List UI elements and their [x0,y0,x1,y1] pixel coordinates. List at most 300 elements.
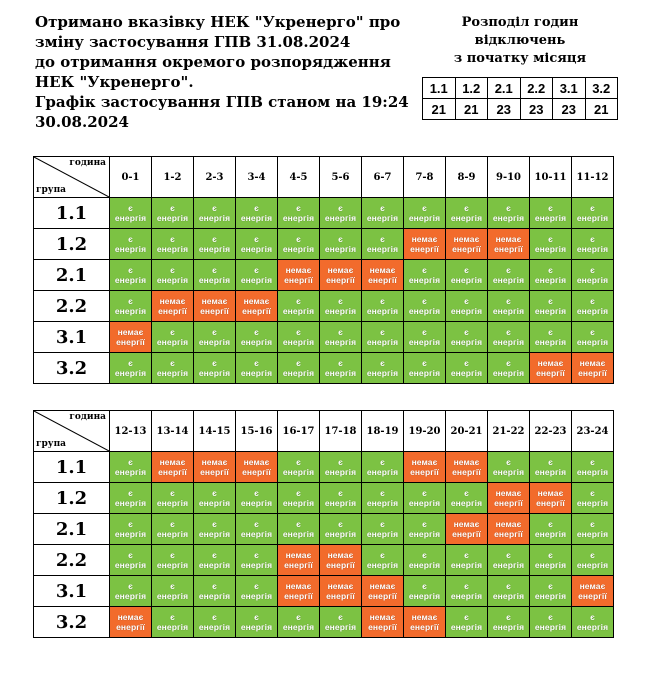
power-on-cell [152,260,194,291]
power-on-cell [152,576,194,607]
cell-status-line: енергія [198,213,231,223]
cell-status-line: енергія [366,306,399,316]
cell-status-line: енергія [366,467,399,477]
power-on-cell [488,576,530,607]
cell-status-line: є [548,519,553,529]
group-label: 2.2 [34,291,110,322]
hour-axis-label: година [69,412,106,422]
power-off-cell [320,545,362,576]
cell-status-line: є [464,203,469,213]
cell-status-line: є [128,265,133,275]
cell-status-line: є [296,519,301,529]
power-off-cell [362,260,404,291]
power-off-cell [320,576,362,607]
cell-status-line: енергії [452,467,481,477]
group-label: 3.2 [34,353,110,384]
cell-status-line: енергія [576,244,609,254]
group-row [34,607,614,638]
power-off-cell [404,452,446,483]
power-on-cell [446,260,488,291]
power-on-cell [446,607,488,638]
hour-header-row [34,411,614,452]
group-row [34,452,614,483]
cell-status-line: є [590,488,595,498]
power-on-cell [572,545,614,576]
cell-status-line: енергія [240,529,273,539]
group-label: 3.1 [34,322,110,353]
cell-status-line: енергія [576,529,609,539]
summary-group: 3.2 [585,78,618,99]
power-on-cell [236,607,278,638]
hour-column-header: 16-17 [278,411,320,452]
cell-status-line: є [464,358,469,368]
cell-status-line: енергія [282,213,315,223]
announcement-line: до отримання окремого розпорядження [35,53,391,71]
power-on-cell [362,483,404,514]
cell-status-line: немає [453,234,480,244]
group-row [34,229,614,260]
cell-status-line: є [506,203,511,213]
cell-status-line: є [128,488,133,498]
power-on-cell [320,353,362,384]
cell-status-line: енергія [114,244,147,254]
announcement-text [35,12,409,132]
announcement-line: Отримано вказівку НЕК "Укренерго" про [35,13,401,31]
power-on-cell [152,229,194,260]
power-on-cell [488,291,530,322]
cell-status-line: енергії [452,529,481,539]
cell-status-line: немає [117,612,144,622]
group-label: 1.1 [34,198,110,229]
cell-status-line: немає [537,488,564,498]
cell-status-line: є [296,234,301,244]
cell-status-line: енергія [366,337,399,347]
power-on-cell [530,514,572,545]
power-on-cell [320,291,362,322]
cell-status-line: немає [327,265,354,275]
cell-status-line: є [380,488,385,498]
cell-status-line: є [128,457,133,467]
cell-status-line: немає [369,581,396,591]
summary-group: 2.1 [488,78,521,99]
cell-status-line: енергія [492,337,525,347]
power-on-cell [530,229,572,260]
cell-status-line: немає [495,488,522,498]
cell-status-line: енергія [534,529,567,539]
cell-status-line: немає [579,358,606,368]
power-on-cell [362,229,404,260]
power-on-cell [194,514,236,545]
announcement-line: зміну застосування ГПВ 31.08.2024 [35,33,351,51]
power-on-cell [446,291,488,322]
cell-status-line: є [254,488,259,498]
cell-status-line: є [338,203,343,213]
cell-status-line: є [212,612,217,622]
hour-column-header: 6-7 [362,157,404,198]
cell-status-line: є [338,488,343,498]
power-off-cell [488,229,530,260]
cell-status-line: є [506,550,511,560]
cell-status-line: енергія [324,368,357,378]
power-on-cell [320,514,362,545]
power-off-cell [488,483,530,514]
cell-status-line: енергія [240,275,273,285]
power-on-cell [110,514,152,545]
cell-status-line: енергія [492,467,525,477]
cell-status-line: є [128,296,133,306]
power-on-cell [236,545,278,576]
cell-status-line: є [338,234,343,244]
cell-status-line: є [296,296,301,306]
power-on-cell [152,545,194,576]
cell-status-line: енергія [492,591,525,601]
cell-status-line: немає [411,457,438,467]
cell-status-line: є [212,327,217,337]
cell-status-line: є [212,234,217,244]
power-on-cell [362,452,404,483]
cell-status-line: енергія [324,306,357,316]
cell-status-line: є [128,519,133,529]
power-off-cell [446,514,488,545]
summary-hours: 21 [423,99,456,120]
cell-status-line: енергія [408,529,441,539]
cell-status-line: енергія [282,244,315,254]
power-on-cell [152,353,194,384]
group-label: 1.2 [34,483,110,514]
cell-status-line: є [506,581,511,591]
cell-status-line: енергія [366,560,399,570]
cell-status-line: є [128,550,133,560]
cell-status-line: енергії [368,591,397,601]
power-on-cell [320,322,362,353]
cell-status-line: є [380,234,385,244]
cell-status-line: енергія [156,591,189,601]
summary-groups-row [423,78,618,99]
hour-column-header: 4-5 [278,157,320,198]
announcement-line: 30.08.2024 [35,113,129,131]
summary-table [422,77,618,120]
cell-status-line: є [128,203,133,213]
cell-status-line: є [548,327,553,337]
power-on-cell [572,260,614,291]
power-on-cell [572,452,614,483]
cell-status-line: енергія [282,498,315,508]
power-on-cell [194,198,236,229]
power-on-cell [320,198,362,229]
cell-status-line: енергії [284,275,313,285]
cell-status-line: енергія [576,337,609,347]
power-off-cell [362,607,404,638]
cell-status-line: немає [537,358,564,368]
hour-column-header: 9-10 [488,157,530,198]
cell-status-line: немає [285,265,312,275]
cell-status-line: енергії [410,622,439,632]
cell-status-line: є [548,581,553,591]
cell-status-line: є [170,203,175,213]
cell-status-line: енергія [534,275,567,285]
power-on-cell [110,260,152,291]
cell-status-line: є [422,296,427,306]
cell-status-line: енергія [282,337,315,347]
cell-status-line: енергії [200,306,229,316]
cell-status-line: енергія [408,498,441,508]
power-on-cell [194,353,236,384]
power-on-cell [404,291,446,322]
hour-column-header: 8-9 [446,157,488,198]
power-on-cell [488,545,530,576]
power-on-cell [278,291,320,322]
cell-status-line: немає [285,550,312,560]
cell-status-line: енергія [240,498,273,508]
power-on-cell [362,322,404,353]
cell-status-line: енергії [158,467,187,477]
cell-status-line: енергія [450,622,483,632]
summary-hours: 23 [520,99,553,120]
power-on-cell [110,545,152,576]
cell-status-line: енергії [578,368,607,378]
power-on-cell [194,545,236,576]
power-off-cell [446,229,488,260]
cell-status-line: енергії [326,275,355,285]
power-off-cell [278,545,320,576]
cell-status-line: є [590,550,595,560]
cell-status-line: енергія [198,244,231,254]
cell-status-line: немає [369,265,396,275]
cell-status-line: енергії [410,244,439,254]
power-on-cell [152,607,194,638]
cell-status-line: є [380,327,385,337]
power-on-cell [362,291,404,322]
cell-status-line: енергія [576,467,609,477]
power-on-cell [488,198,530,229]
power-on-cell [236,229,278,260]
cell-status-line: немає [579,581,606,591]
power-on-cell [278,514,320,545]
power-on-cell [194,322,236,353]
cell-status-line: є [506,296,511,306]
power-on-cell [236,198,278,229]
power-on-cell [320,452,362,483]
cell-status-line: енергія [534,213,567,223]
power-on-cell [194,607,236,638]
cell-status-line: енергії [326,560,355,570]
cell-status-line: немає [495,519,522,529]
cell-status-line: енергії [242,467,271,477]
cell-status-line: є [296,358,301,368]
cell-status-line: енергія [198,591,231,601]
group-row [34,198,614,229]
power-off-cell [152,452,194,483]
cell-status-line: енергія [198,275,231,285]
cell-status-line: є [422,265,427,275]
cell-status-line: енергія [282,306,315,316]
cell-status-line: немає [201,457,228,467]
power-on-cell [404,576,446,607]
power-on-cell [446,545,488,576]
power-on-cell [362,198,404,229]
hour-column-header: 14-15 [194,411,236,452]
cell-status-line: енергія [324,467,357,477]
cell-status-line: немає [243,457,270,467]
power-on-cell [110,353,152,384]
cell-status-line: немає [411,612,438,622]
cell-status-line: енергія [240,368,273,378]
summary-hours: 23 [488,99,521,120]
cell-status-line: є [464,581,469,591]
cell-status-line: є [548,203,553,213]
cell-status-line: є [170,612,175,622]
cell-status-line: енергія [240,337,273,347]
hour-column-header: 10-11 [530,157,572,198]
cell-status-line: енергія [408,275,441,285]
cell-status-line: є [422,203,427,213]
cell-status-line: енергія [156,244,189,254]
power-on-cell [236,576,278,607]
power-on-cell [488,260,530,291]
group-row [34,576,614,607]
cell-status-line: є [296,327,301,337]
cell-status-line: є [380,519,385,529]
group-label: 1.2 [34,229,110,260]
power-on-cell [404,483,446,514]
cell-status-line: енергії [368,275,397,285]
power-on-cell [446,483,488,514]
power-on-cell [488,452,530,483]
cell-status-line: немає [201,296,228,306]
cell-status-line: енергія [198,368,231,378]
hour-column-header: 19-20 [404,411,446,452]
cell-status-line: є [422,488,427,498]
cell-status-line: є [548,265,553,275]
cell-status-line: є [170,327,175,337]
power-on-cell [572,322,614,353]
power-on-cell [278,322,320,353]
cell-status-line: є [380,203,385,213]
cell-status-line: є [590,612,595,622]
cell-status-line: енергія [408,213,441,223]
power-off-cell [278,576,320,607]
cell-status-line: є [590,265,595,275]
cell-status-line: енергія [534,591,567,601]
cell-status-line: енергії [242,306,271,316]
group-row [34,483,614,514]
power-on-cell [530,545,572,576]
cell-status-line: енергія [156,560,189,570]
cell-status-line: є [548,296,553,306]
group-label: 2.1 [34,514,110,545]
hour-column-header: 20-21 [446,411,488,452]
cell-status-line: є [380,550,385,560]
cell-status-line: є [422,358,427,368]
power-on-cell [404,322,446,353]
cell-status-line: немає [159,296,186,306]
group-label: 1.1 [34,452,110,483]
hour-column-header: 0-1 [110,157,152,198]
cell-status-line: енергія [282,529,315,539]
power-off-cell [530,483,572,514]
power-on-cell [278,607,320,638]
cell-status-line: є [548,234,553,244]
cell-status-line: немає [285,581,312,591]
cell-status-line: енергії [368,622,397,632]
summary-title-line: з початку місяця [453,51,587,66]
cell-status-line: енергія [156,622,189,632]
hour-column-header: 13-14 [152,411,194,452]
cell-status-line: енергія [492,622,525,632]
power-on-cell [194,229,236,260]
cell-status-line: є [212,488,217,498]
cell-status-line: є [506,612,511,622]
cell-status-line: є [590,327,595,337]
cell-status-line: енергії [116,622,145,632]
power-on-cell [278,452,320,483]
cell-status-line: є [548,457,553,467]
cell-status-line: є [464,550,469,560]
power-on-cell [152,198,194,229]
cell-status-line: енергія [366,213,399,223]
cell-status-line: енергія [324,213,357,223]
group-label: 2.2 [34,545,110,576]
cell-status-line: енергія [114,498,147,508]
cell-status-line: є [254,581,259,591]
power-off-cell [362,576,404,607]
cell-status-line: є [254,203,259,213]
group-row [34,353,614,384]
cell-status-line: енергія [492,213,525,223]
cell-status-line: є [254,550,259,560]
corner-header [34,411,110,452]
cell-status-line: є [128,581,133,591]
cell-status-line: енергія [450,591,483,601]
summary-group: 2.2 [520,78,553,99]
power-on-cell [530,260,572,291]
cell-status-line: енергія [198,622,231,632]
cell-status-line: є [254,234,259,244]
monthly-summary [422,14,618,120]
cell-status-line: є [548,550,553,560]
cell-status-line: енергія [240,560,273,570]
cell-status-line: є [548,612,553,622]
power-on-cell [320,229,362,260]
cell-status-line: енергія [576,622,609,632]
hour-column-header: 11-12 [572,157,614,198]
cell-status-line: немає [243,296,270,306]
cell-status-line: енергія [534,306,567,316]
cell-status-line: є [338,296,343,306]
cell-status-line: енергія [366,529,399,539]
schedule-table-second-half [33,410,614,638]
power-on-cell [362,353,404,384]
power-on-cell [152,483,194,514]
cell-status-line: енергія [534,337,567,347]
cell-status-line: енергії [494,244,523,254]
cell-status-line: є [338,327,343,337]
cell-status-line: є [422,327,427,337]
power-on-cell [194,260,236,291]
cell-status-line: є [590,203,595,213]
power-on-cell [320,607,362,638]
cell-status-line: енергія [198,337,231,347]
power-on-cell [236,514,278,545]
power-on-cell [110,452,152,483]
cell-status-line: енергія [576,560,609,570]
hour-column-header: 15-16 [236,411,278,452]
cell-status-line: енергії [158,306,187,316]
hour-column-header: 21-22 [488,411,530,452]
cell-status-line: є [170,234,175,244]
power-on-cell [530,291,572,322]
cell-status-line: енергія [408,337,441,347]
